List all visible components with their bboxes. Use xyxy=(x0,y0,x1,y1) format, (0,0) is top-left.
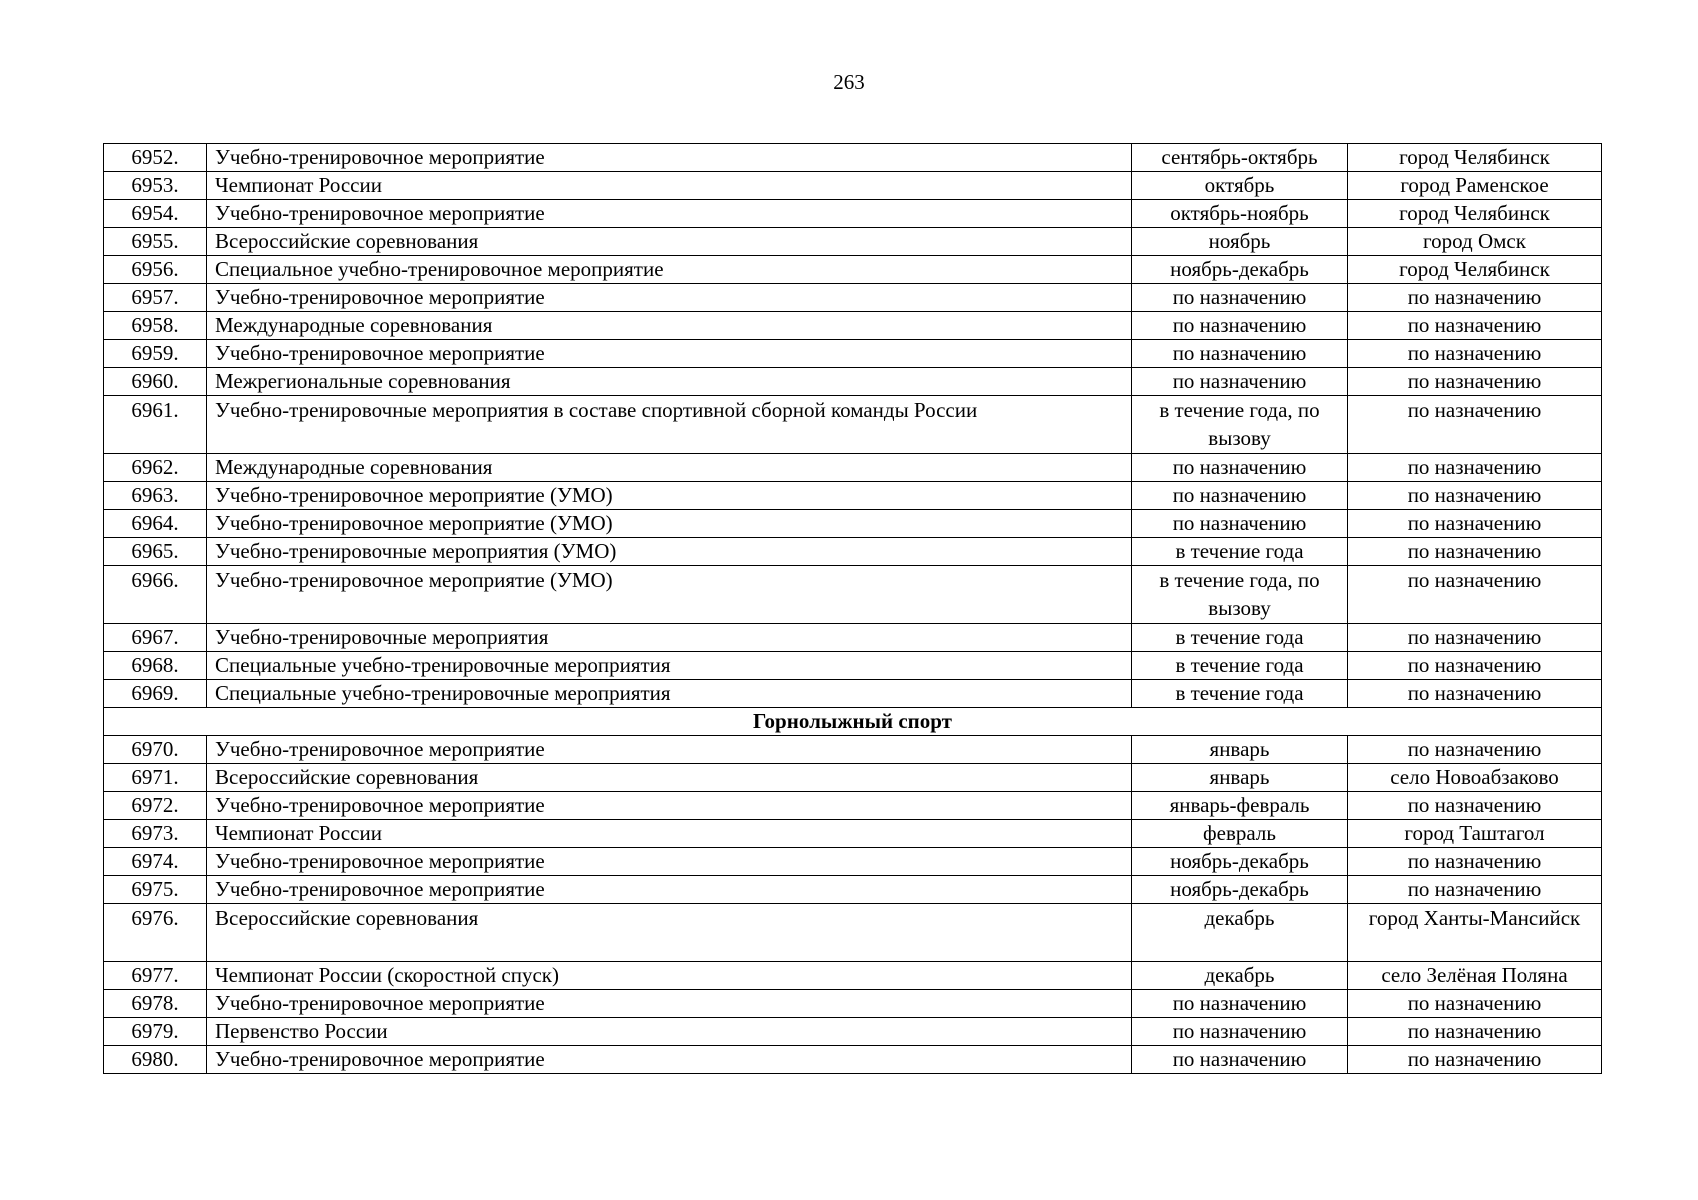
event-place: по назначению xyxy=(1348,340,1602,368)
event-date: октябрь-ноябрь xyxy=(1132,200,1348,228)
event-place: по назначению xyxy=(1348,396,1602,454)
table-row xyxy=(104,820,1602,848)
event-place: город Омск xyxy=(1348,228,1602,256)
table-row xyxy=(104,1046,1602,1074)
row-number: 6955. xyxy=(104,228,207,256)
event-name: Учебно-тренировочное мероприятие xyxy=(207,876,1132,904)
event-date: январь-февраль xyxy=(1132,792,1348,820)
row-number: 6979. xyxy=(104,1018,207,1046)
events-table xyxy=(103,143,1602,1074)
row-number: 6963. xyxy=(104,482,207,510)
event-place: по назначению xyxy=(1348,284,1602,312)
row-number: 6959. xyxy=(104,340,207,368)
event-name: Учебно-тренировочное мероприятие (УМО) xyxy=(207,510,1132,538)
event-name: Учебно-тренировочные мероприятия xyxy=(207,624,1132,652)
row-number: 6974. xyxy=(104,848,207,876)
table-row xyxy=(104,848,1602,876)
event-name: Учебно-тренировочные мероприятия в составе спортивной сборной команды России xyxy=(207,396,1132,454)
event-place: по назначению xyxy=(1348,736,1602,764)
event-date: ноябрь-декабрь xyxy=(1132,256,1348,284)
event-date: по назначению xyxy=(1132,340,1348,368)
event-date: по назначению xyxy=(1132,990,1348,1018)
row-number: 6958. xyxy=(104,312,207,340)
event-name: Всероссийские соревнования xyxy=(207,904,1132,962)
row-number: 6977. xyxy=(104,962,207,990)
table-row xyxy=(104,256,1602,284)
table-row xyxy=(104,792,1602,820)
section-header-row xyxy=(104,708,1602,736)
event-place: по назначению xyxy=(1348,876,1602,904)
row-number: 6978. xyxy=(104,990,207,1018)
event-date: февраль xyxy=(1132,820,1348,848)
event-name: Чемпионат России (скоростной спуск) xyxy=(207,962,1132,990)
row-number: 6969. xyxy=(104,680,207,708)
table-row xyxy=(104,566,1602,624)
event-name: Межрегиональные соревнования xyxy=(207,368,1132,396)
event-place: по назначению xyxy=(1348,454,1602,482)
event-date: ноябрь-декабрь xyxy=(1132,848,1348,876)
table-row xyxy=(104,340,1602,368)
table-row xyxy=(104,624,1602,652)
table-row xyxy=(104,482,1602,510)
table-row xyxy=(104,680,1602,708)
event-place: по назначению xyxy=(1348,1046,1602,1074)
event-name: Учебно-тренировочное мероприятие (УМО) xyxy=(207,566,1132,624)
page-number: 263 xyxy=(833,70,865,94)
events-table-body xyxy=(104,144,1602,1074)
event-place: по назначению xyxy=(1348,624,1602,652)
event-date: декабрь xyxy=(1132,904,1348,962)
row-number: 6970. xyxy=(104,736,207,764)
event-date: по назначению xyxy=(1132,1046,1348,1074)
event-place: по назначению xyxy=(1348,312,1602,340)
event-date: декабрь xyxy=(1132,962,1348,990)
event-place: по назначению xyxy=(1348,652,1602,680)
table-row xyxy=(104,652,1602,680)
event-name: Специальные учебно-тренировочные мероприятия xyxy=(207,652,1132,680)
event-name: Учебно-тренировочное мероприятие xyxy=(207,848,1132,876)
event-name: Учебно-тренировочное мероприятие (УМО) xyxy=(207,482,1132,510)
row-number: 6953. xyxy=(104,172,207,200)
event-name: Международные соревнования xyxy=(207,312,1132,340)
event-name: Всероссийские соревнования xyxy=(207,228,1132,256)
event-date: январь xyxy=(1132,764,1348,792)
table-row xyxy=(104,144,1602,172)
event-name: Учебно-тренировочное мероприятие xyxy=(207,736,1132,764)
event-place: по назначению xyxy=(1348,848,1602,876)
table-row xyxy=(104,396,1602,454)
table-row xyxy=(104,904,1602,962)
event-name: Учебно-тренировочное мероприятие xyxy=(207,990,1132,1018)
event-place: город Челябинск xyxy=(1348,200,1602,228)
row-number: 6973. xyxy=(104,820,207,848)
row-number: 6964. xyxy=(104,510,207,538)
event-date: в течение года, по вызову xyxy=(1132,566,1348,624)
event-place: по назначению xyxy=(1348,510,1602,538)
event-date: сентябрь-октябрь xyxy=(1132,144,1348,172)
event-place: по назначению xyxy=(1348,1018,1602,1046)
event-name: Учебно-тренировочное мероприятие xyxy=(207,200,1132,228)
row-number: 6966. xyxy=(104,566,207,624)
row-number: 6954. xyxy=(104,200,207,228)
event-date: в течение года xyxy=(1132,680,1348,708)
event-place: город Челябинск xyxy=(1348,144,1602,172)
event-name: Специальные учебно-тренировочные мероприятия xyxy=(207,680,1132,708)
event-place: по назначению xyxy=(1348,792,1602,820)
table-row xyxy=(104,368,1602,396)
event-date: по назначению xyxy=(1132,454,1348,482)
table-row xyxy=(104,990,1602,1018)
event-place: город Ханты-Мансийск xyxy=(1348,904,1602,962)
section-title: Горнолыжный спорт xyxy=(104,708,1602,736)
row-number: 6967. xyxy=(104,624,207,652)
event-date: октябрь xyxy=(1132,172,1348,200)
event-date: по назначению xyxy=(1132,510,1348,538)
row-number: 6956. xyxy=(104,256,207,284)
event-date: по назначению xyxy=(1132,482,1348,510)
table-row xyxy=(104,736,1602,764)
event-name: Учебно-тренировочное мероприятие xyxy=(207,340,1132,368)
event-name: Учебно-тренировочное мероприятие xyxy=(207,1046,1132,1074)
row-number: 6975. xyxy=(104,876,207,904)
event-date: по назначению xyxy=(1132,312,1348,340)
table-row xyxy=(104,312,1602,340)
event-place: по назначению xyxy=(1348,368,1602,396)
event-name: Международные соревнования xyxy=(207,454,1132,482)
event-name: Чемпионат России xyxy=(207,820,1132,848)
event-name: Всероссийские соревнования xyxy=(207,764,1132,792)
event-name: Учебно-тренировочные мероприятия (УМО) xyxy=(207,538,1132,566)
event-name: Чемпионат России xyxy=(207,172,1132,200)
row-number: 6952. xyxy=(104,144,207,172)
table-row xyxy=(104,200,1602,228)
event-place: село Новоабзаково xyxy=(1348,764,1602,792)
event-date: в течение года xyxy=(1132,538,1348,566)
table-row xyxy=(104,538,1602,566)
event-date: в течение года xyxy=(1132,624,1348,652)
event-date: по назначению xyxy=(1132,1018,1348,1046)
row-number: 6965. xyxy=(104,538,207,566)
event-place: город Челябинск xyxy=(1348,256,1602,284)
event-place: село Зелёная Поляна xyxy=(1348,962,1602,990)
row-number: 6960. xyxy=(104,368,207,396)
row-number: 6961. xyxy=(104,396,207,454)
event-place: город Раменское xyxy=(1348,172,1602,200)
event-name: Учебно-тренировочное мероприятие xyxy=(207,144,1132,172)
table-row xyxy=(104,228,1602,256)
event-date: в течение года, по вызову xyxy=(1132,396,1348,454)
event-date: ноябрь xyxy=(1132,228,1348,256)
event-date: в течение года xyxy=(1132,652,1348,680)
event-place: по назначению xyxy=(1348,566,1602,624)
event-place: по назначению xyxy=(1348,538,1602,566)
row-number: 6971. xyxy=(104,764,207,792)
row-number: 6957. xyxy=(104,284,207,312)
event-date: по назначению xyxy=(1132,368,1348,396)
row-number: 6962. xyxy=(104,454,207,482)
event-date: ноябрь-декабрь xyxy=(1132,876,1348,904)
table-row xyxy=(104,962,1602,990)
table-row xyxy=(104,1018,1602,1046)
event-date: январь xyxy=(1132,736,1348,764)
event-name: Учебно-тренировочное мероприятие xyxy=(207,792,1132,820)
event-place: по назначению xyxy=(1348,482,1602,510)
event-date: по назначению xyxy=(1132,284,1348,312)
table-row xyxy=(104,876,1602,904)
row-number: 6972. xyxy=(104,792,207,820)
event-name: Специальное учебно-тренировочное мероприятие xyxy=(207,256,1132,284)
row-number: 6980. xyxy=(104,1046,207,1074)
table-row xyxy=(104,764,1602,792)
table-row xyxy=(104,454,1602,482)
row-number: 6976. xyxy=(104,904,207,962)
event-place: город Таштагол xyxy=(1348,820,1602,848)
table-row xyxy=(104,172,1602,200)
table-row xyxy=(104,510,1602,538)
row-number: 6968. xyxy=(104,652,207,680)
event-place: по назначению xyxy=(1348,990,1602,1018)
event-name: Учебно-тренировочное мероприятие xyxy=(207,284,1132,312)
event-place: по назначению xyxy=(1348,680,1602,708)
event-name: Первенство России xyxy=(207,1018,1132,1046)
table-row xyxy=(104,284,1602,312)
